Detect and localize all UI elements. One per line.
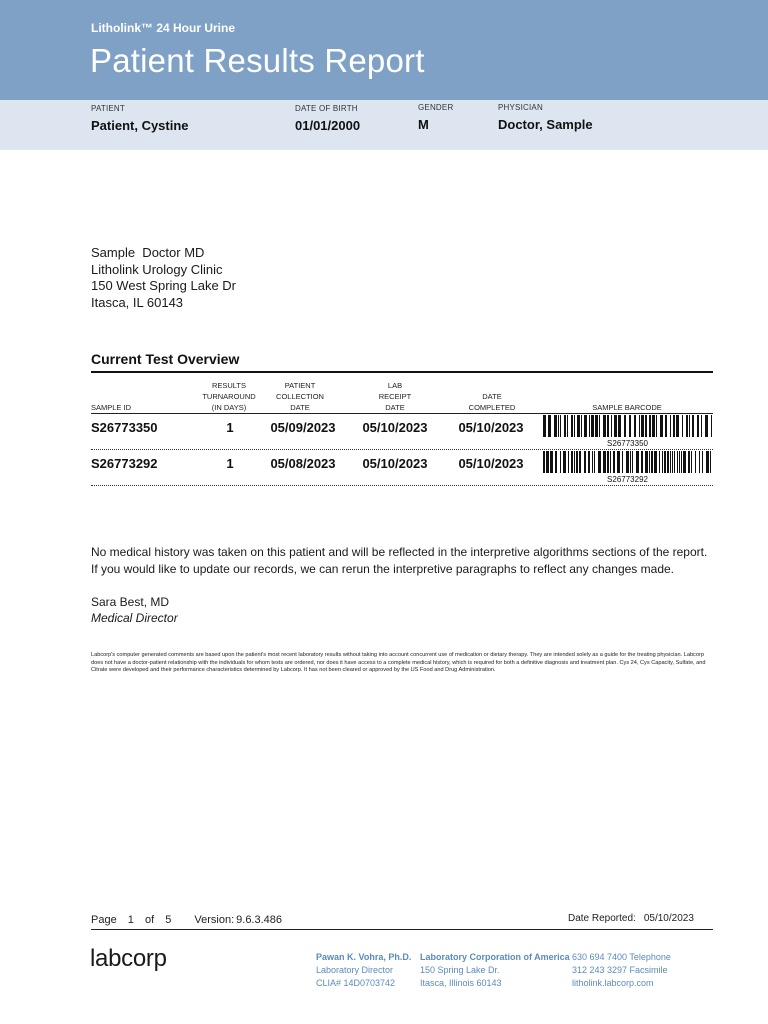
- cell-receipt-date: 05/10/2023: [362, 420, 428, 435]
- barcode-bar: [543, 415, 546, 437]
- barcode-bar: [564, 415, 566, 437]
- col-header-line: RESULTS: [211, 381, 247, 390]
- barcode-bar: [571, 415, 573, 437]
- barcode-bar: [613, 451, 615, 473]
- barcode-bar: [591, 415, 594, 437]
- barcode-bar: [588, 451, 590, 473]
- barcode-bar: [574, 451, 575, 473]
- medical-history-note: [91, 544, 721, 578]
- barcode-bar: [652, 415, 655, 437]
- barcode-graphic: [542, 415, 713, 440]
- barcode-bar: [589, 415, 590, 437]
- date-reported: [568, 913, 694, 924]
- barcode-bar: [574, 415, 575, 437]
- barcode-bar: [699, 451, 700, 473]
- col-header-collection-date: [268, 380, 332, 413]
- website-link[interactable]: litholink.labcorp.com: [572, 978, 654, 988]
- barcode-bar: [555, 451, 557, 473]
- barcode-bar: [548, 415, 551, 437]
- barcode-bar: [660, 415, 663, 437]
- barcode-bar: [579, 451, 581, 473]
- cell-collection-date: 05/09/2023: [270, 420, 336, 435]
- clia-number: CLIA# 14D0703742: [316, 978, 396, 988]
- col-header-line: PATIENT: [284, 381, 316, 390]
- signature-block: [91, 595, 178, 626]
- barcode-bar: [674, 451, 675, 473]
- barcode-bar: [672, 451, 673, 473]
- col-header-line: DATE: [385, 403, 405, 412]
- address-line: Itasca, IL 60143: [91, 294, 184, 310]
- overview-rule: [91, 371, 713, 373]
- cell-completed-date: 05/10/2023: [458, 456, 524, 471]
- barcode-bar: [649, 451, 650, 473]
- barcode-bar: [560, 451, 561, 473]
- row-divider: [91, 485, 713, 486]
- col-header-line: LAB: [387, 381, 403, 390]
- col-header-line: (IN DAYS): [211, 403, 247, 412]
- barcode-bar: [577, 415, 580, 437]
- report-subtitle: Litholink™ 24 Hour Urine: [91, 21, 236, 35]
- dob-field: [295, 104, 360, 133]
- labcorp-logo: labcorp: [90, 945, 167, 972]
- barcode-bar: [701, 415, 702, 437]
- barcode-bar: [617, 451, 620, 473]
- barcode-bar: [681, 451, 682, 473]
- barcode-bar: [692, 415, 694, 437]
- page-label: Page: [91, 914, 117, 926]
- barcode-bar: [695, 451, 696, 473]
- note-line: No medical history was taken on this patient and will be reflected in the interpretive algorithms sections of the report.: [91, 545, 708, 559]
- barcode-bar: [630, 451, 631, 473]
- col-header-line: COMPLETED: [468, 403, 516, 412]
- date-reported-value: 05/10/2023: [643, 913, 694, 924]
- barcode-bar: [598, 451, 601, 473]
- patient-field: [91, 104, 189, 133]
- col-header-line: DATE: [482, 392, 502, 401]
- gender-value: M: [418, 117, 429, 132]
- col-header-line: DATE: [290, 403, 310, 412]
- barcode-bar: [636, 451, 639, 473]
- barcode-bar: [558, 415, 559, 437]
- barcode-bar: [639, 415, 640, 437]
- cell-completed-date: 05/10/2023: [458, 420, 524, 435]
- barcode-bar: [676, 415, 679, 437]
- barcode-bar: [611, 415, 612, 437]
- version-value: 9.6.3.486: [236, 914, 283, 926]
- gender-field: [418, 103, 453, 132]
- barcode-bar: [673, 415, 675, 437]
- barcode-bar: [641, 451, 643, 473]
- barcode-bar: [683, 451, 686, 473]
- barcode-bar: [550, 451, 553, 473]
- barcode-bar: [554, 415, 557, 437]
- patient-label: PATIENT: [91, 104, 125, 113]
- barcode-bar: [599, 415, 600, 437]
- col-header-line: TURNAROUND: [202, 392, 256, 401]
- barcode-bar: [697, 415, 699, 437]
- barcode-bar: [705, 415, 708, 437]
- barcode-bar: [654, 451, 657, 473]
- col-header-receipt-date: [363, 380, 427, 413]
- of-label: of: [144, 914, 155, 926]
- barcode-bar: [603, 415, 606, 437]
- barcode-bar: [651, 451, 653, 473]
- disclaimer-text: Labcorp's computer generated comments are based upon the patient's most recent laboratory results without taking into account concurrent use of medication or dietary therapy. They are intended solely as a guide for the treating physician. Labcorp does not have a doctor-patient relationship with the individuals for whom tests are ordered, nor does it have access to a complete medical history, which is required for both a definitive diagnosis and treatment plan. Cys 24, Cys Capacity, Sulfate, and Citrate were developed and their performance characteristics determined by Labcorp. It has not been cleared or approved by the US Food and Drug Administration.: [91, 652, 706, 674]
- barcode-bar: [571, 451, 573, 473]
- barcode-bar: [626, 451, 629, 473]
- signer-name: Sara Best, MD: [91, 595, 170, 609]
- barcode-bar: [667, 451, 669, 473]
- barcode-bar: [656, 415, 657, 437]
- col-header-turnaround: [199, 380, 259, 413]
- barcode-bar: [546, 451, 549, 473]
- dob-value: 01/01/2000: [295, 118, 361, 133]
- barcode-text: S26773350: [607, 439, 648, 448]
- barcode-bar: [581, 415, 582, 437]
- barcode-bar: [563, 451, 566, 473]
- physician-label: PHYSICIAN: [498, 103, 543, 112]
- barcode-bar: [632, 451, 633, 473]
- cell-sample-id: S26773350: [91, 420, 158, 435]
- sample-barcode: [542, 451, 713, 484]
- barcode-bar: [622, 451, 623, 473]
- barcode-bar: [567, 415, 568, 437]
- lab-director-info: [316, 951, 411, 990]
- col-header-line: RECEIPT: [378, 392, 412, 401]
- barcode-bar: [662, 451, 663, 473]
- barcode-bar: [603, 451, 606, 473]
- barcode-bar: [702, 451, 703, 473]
- barcode-bar: [665, 415, 667, 437]
- barcode-bar: [634, 415, 636, 437]
- barcode-bar: [659, 451, 660, 473]
- barcode-bar: [594, 451, 595, 473]
- page-info: [91, 914, 290, 926]
- sample-barcode: [542, 415, 713, 448]
- barcode-text: S26773292: [607, 475, 648, 484]
- corp-address-info: [420, 951, 570, 990]
- barcode-bar: [689, 415, 690, 437]
- barcode-bar: [543, 451, 545, 473]
- barcode-bar: [677, 451, 678, 473]
- barcode-bar: [706, 451, 709, 473]
- barcode-bar: [688, 451, 690, 473]
- barcode-bar: [679, 451, 680, 473]
- barcode-bar: [568, 451, 569, 473]
- dob-label: DATE OF BIRTH: [295, 104, 358, 113]
- cell-sample-id: S26773292: [91, 456, 158, 471]
- col-header-line: COLLECTION: [276, 392, 324, 401]
- barcode-bar: [645, 451, 648, 473]
- barcode-bar: [691, 451, 692, 473]
- signer-title: Medical Director: [91, 610, 178, 625]
- physician-value: Doctor, Sample: [498, 117, 593, 132]
- col-header-date-completed: [460, 391, 524, 413]
- barcode-graphic: [542, 451, 713, 476]
- col-header-barcode: SAMPLE BARCODE: [592, 403, 662, 412]
- barcode-bar: [641, 415, 644, 437]
- address-line: 150 West Spring Lake Dr: [91, 278, 236, 293]
- barcode-bar: [664, 451, 666, 473]
- barcode-bar: [584, 415, 587, 437]
- address-line: Litholink Urology Clinic: [91, 261, 223, 277]
- director-name: Pawan K. Vohra, Ph.D.: [316, 952, 412, 962]
- version-label: Version:: [194, 914, 235, 926]
- phone-number: 630 694 7400 Telephone: [572, 952, 671, 962]
- barcode-bar: [618, 415, 621, 437]
- barcode-bar: [614, 415, 617, 437]
- barcode-bar: [629, 415, 631, 437]
- page-number: 1: [127, 914, 134, 926]
- barcode-bar: [607, 415, 609, 437]
- barcode-bar: [576, 451, 578, 473]
- barcode-bar: [711, 415, 712, 437]
- barcode-bar: [670, 451, 671, 473]
- barcode-bar: [610, 451, 611, 473]
- address-line: Sample Doctor MD: [91, 245, 205, 260]
- corp-name: Laboratory Corporation of America: [420, 952, 570, 962]
- barcode-bar: [710, 451, 711, 473]
- gender-label: GENDER: [418, 103, 454, 112]
- barcode-bar: [682, 415, 683, 437]
- page-total: 5: [165, 914, 172, 926]
- table-header-rule: [91, 413, 713, 414]
- barcode-bar: [670, 415, 671, 437]
- cell-receipt-date: 05/10/2023: [362, 456, 428, 471]
- footer-rule: [91, 929, 713, 930]
- patient-value: Patient, Cystine: [91, 118, 189, 133]
- corp-city: Itasca, Illinois 60143: [420, 978, 502, 988]
- cell-collection-date: 05/08/2023: [270, 456, 336, 471]
- recipient-address: [91, 245, 236, 311]
- barcode-bar: [584, 451, 586, 473]
- barcode-bar: [592, 451, 593, 473]
- fax-number: 312 243 3297 Facsimile: [572, 965, 668, 975]
- barcode-bar: [607, 451, 609, 473]
- overview-title: Current Test Overview: [91, 351, 240, 367]
- barcode-bar: [649, 415, 651, 437]
- corp-street: 150 Spring Lake Dr.: [420, 965, 500, 975]
- contact-info: [572, 951, 671, 990]
- barcode-bar: [624, 415, 626, 437]
- barcode-bar: [595, 415, 598, 437]
- cell-turnaround: 1: [226, 456, 234, 471]
- director-title: Laboratory Director: [316, 965, 394, 975]
- date-reported-label: Date Reported:: [568, 913, 636, 924]
- row-divider: [91, 449, 713, 450]
- report-title: Patient Results Report: [90, 42, 425, 79]
- barcode-bar: [645, 415, 647, 437]
- barcode-bar: [686, 415, 688, 437]
- barcode-bar: [560, 415, 561, 437]
- col-header-sample-id: SAMPLE ID: [91, 403, 132, 412]
- cell-turnaround: 1: [226, 420, 234, 435]
- physician-field: [498, 103, 593, 132]
- note-line: If you would like to update our records, we can rerun the interpretive paragraphs to reflect any changes made.: [91, 562, 674, 576]
